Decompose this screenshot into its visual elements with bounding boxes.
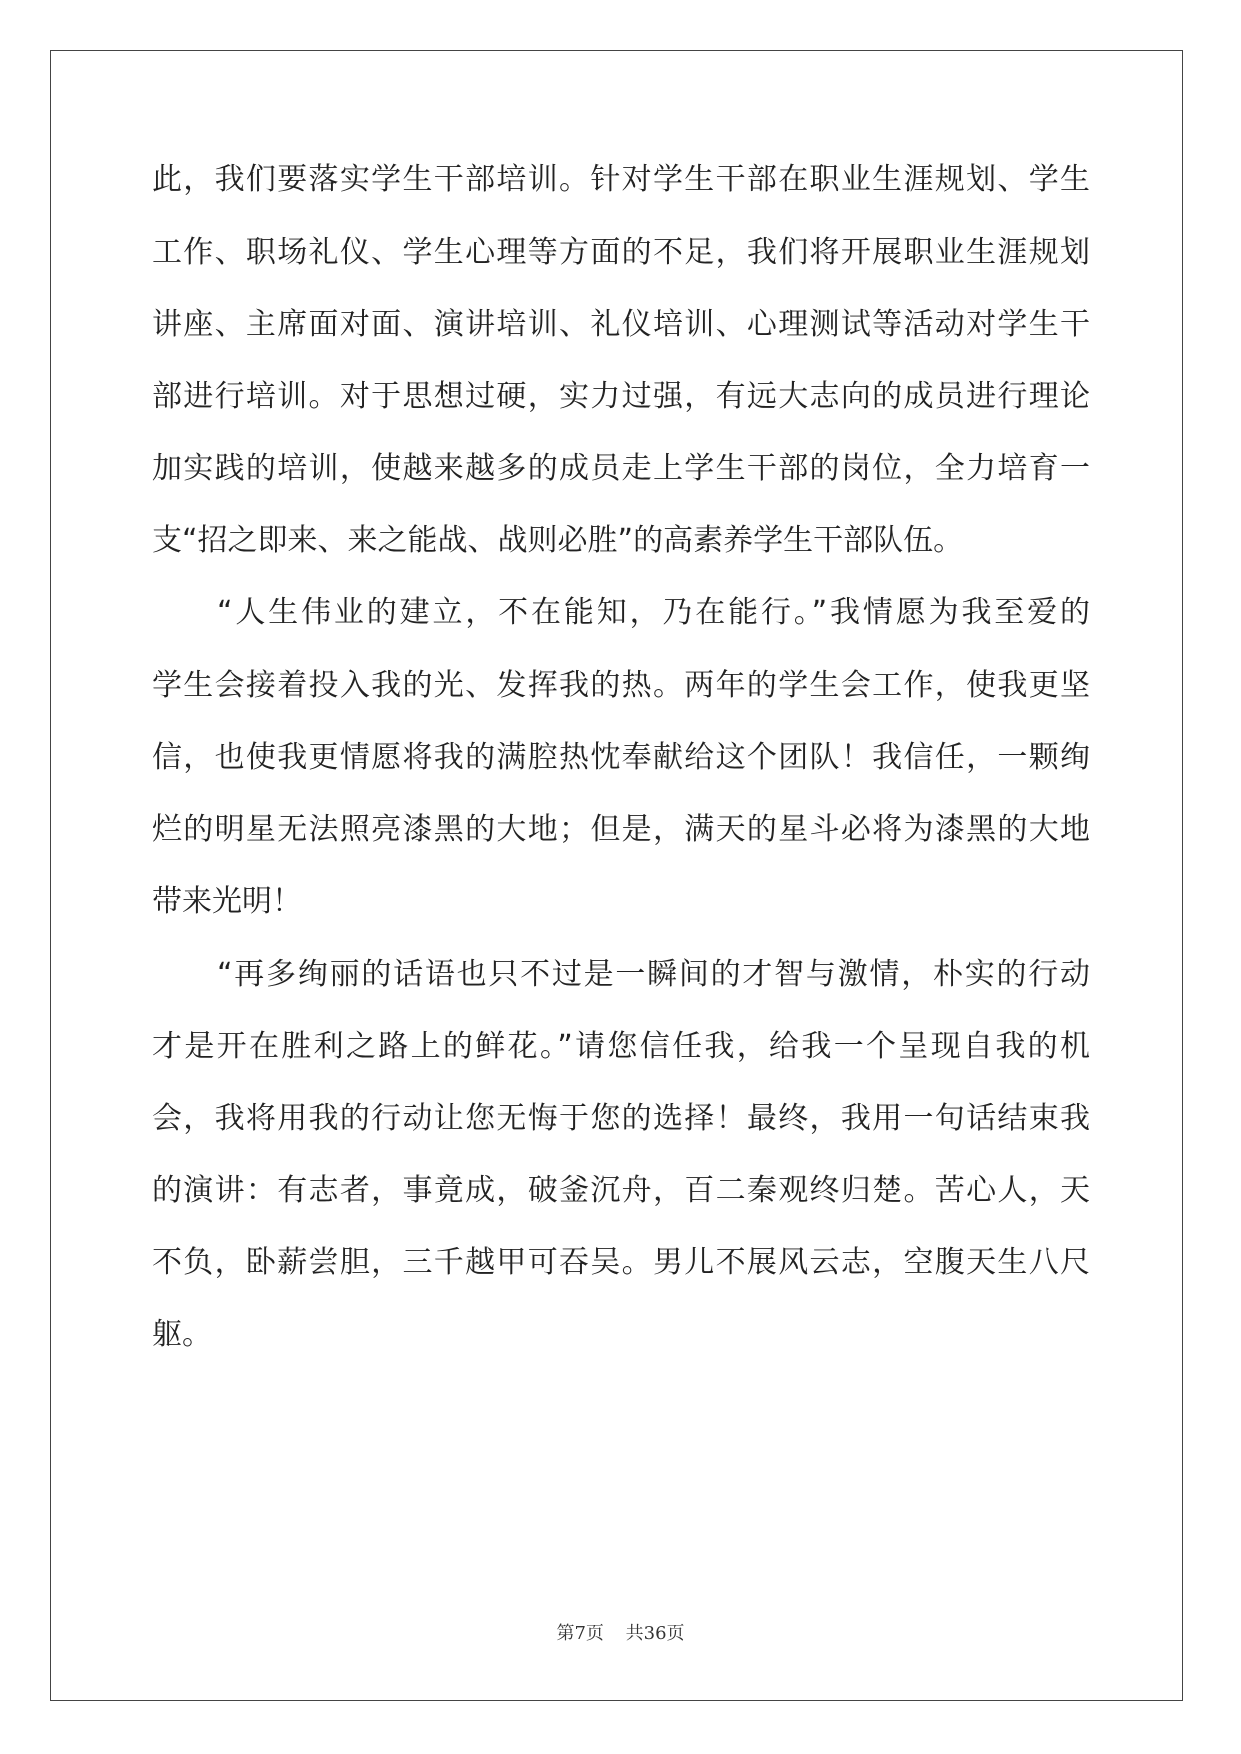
text-line: 部进行培训。对于思想过硬，实力过强，有远大志向的成员进行理论	[152, 379, 1090, 414]
text-line: 工作、职场礼仪、学生心理等方面的不足，我们将开展职业生涯规划	[152, 235, 1090, 270]
text-line: 的演讲：有志者，事竟成，破釜沉舟，百二秦观终归楚。苦心人，天	[152, 1173, 1090, 1208]
text-line: 躯。	[152, 1317, 212, 1352]
page-total: 共36页	[625, 1623, 685, 1644]
page-number: 第7页	[556, 1623, 604, 1644]
text-line: “人生伟业的建立，不在能知，乃在能行。”我情愿为我至爱的	[217, 595, 1090, 630]
page-border	[50, 50, 1183, 1701]
text-line: 此，我们要落实学生干部培训。针对学生干部在职业生涯规划、学生	[152, 162, 1090, 197]
text-line: 烂的明星无法照亮漆黑的大地；但是，满天的星斗必将为漆黑的大地	[152, 812, 1090, 847]
text-line: 讲座、主席面对面、演讲培训、礼仪培训、心理测试等活动对学生干	[152, 307, 1090, 342]
text-line: 会，我将用我的行动让您无悔于您的选择！最终，我用一句话结束我	[152, 1101, 1090, 1136]
text-line: 支“招之即来、来之能战、战则必胜”的高素养学生干部队伍。	[152, 523, 964, 558]
text-line: 带来光明！	[152, 884, 302, 919]
text-line: 加实践的培训，使越来越多的成员走上学生干部的岗位，全力培育一	[152, 451, 1090, 486]
page-footer	[0, 1619, 1241, 1645]
text-line: 信，也使我更情愿将我的满腔热忱奉献给这个团队！我信任，一颗绚	[152, 740, 1090, 775]
text-line: 不负，卧薪尝胆，三千越甲可吞吴。男儿不展风云志，空腹天生八尺	[152, 1245, 1090, 1280]
text-line: 学生会接着投入我的光、发挥我的热。两年的学生会工作，使我更坚	[152, 668, 1090, 703]
text-line: 才是开在胜利之路上的鲜花。”请您信任我，给我一个呈现自我的机	[152, 1029, 1090, 1064]
text-line: “再多绚丽的话语也只不过是一瞬间的才智与激情，朴实的行动	[217, 957, 1090, 992]
